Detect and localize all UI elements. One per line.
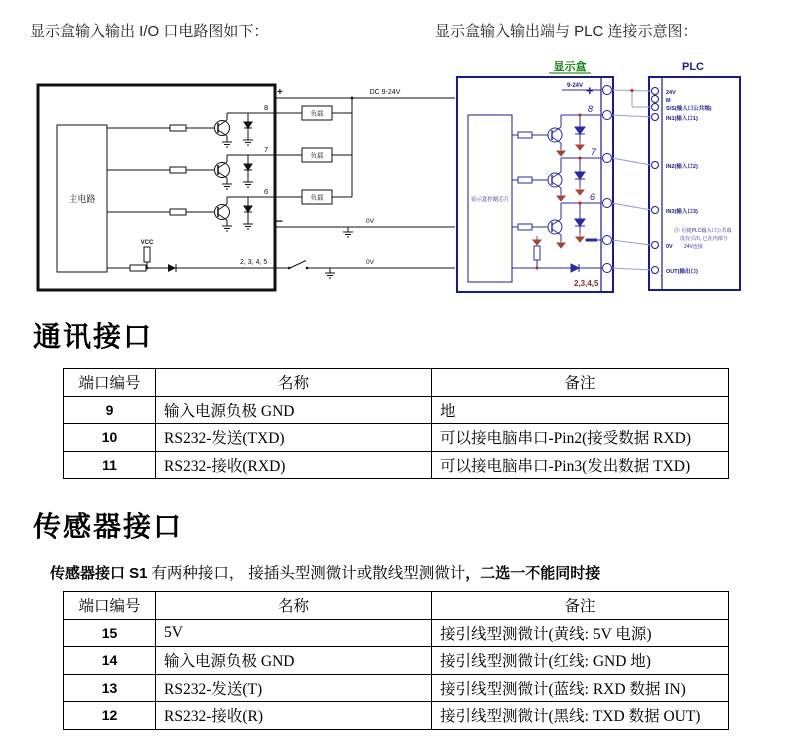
sensor-port-14: 14 <box>64 647 156 675</box>
plc-terminals <box>652 88 659 274</box>
sensor-port-15: 15 <box>64 619 156 647</box>
sensor-name-14: 输入电源负极 GND <box>156 647 432 675</box>
pins-2345-label: 2,3,4,5 <box>574 279 599 288</box>
communication-table <box>63 368 729 479</box>
pin6-label: 6 <box>590 192 596 202</box>
plc-pin-in1: IN1(输入口1) <box>666 116 698 122</box>
plus-terminal-label: + <box>277 87 283 98</box>
plus-label: + <box>586 83 594 98</box>
pins-2345-label: 2, 3, 4, 5 <box>240 259 268 266</box>
sensor-name-13: RS232-发送(T) <box>156 674 432 702</box>
sensor-intro-bold1: 传感器接口 S1 <box>50 565 148 582</box>
comm-note-10: 可以接电脑串口-Pin2(接受数据 RXD) <box>432 424 729 452</box>
voltage-label: 9-24V <box>567 83 584 89</box>
load3-label: 负载 <box>310 194 324 202</box>
table-row <box>64 647 729 675</box>
load2-label: 负载 <box>310 152 324 160</box>
sensor-note-15: 接引线型测微计(黄线: 5V 电源) <box>432 619 729 647</box>
sensor-header-port: 端口编号 <box>64 592 156 620</box>
table-row <box>64 451 729 479</box>
dc-voltage-label: DC 9-24V <box>369 89 401 96</box>
comm-note-9: 地 <box>432 396 729 424</box>
table-row <box>64 702 729 730</box>
left-diagram-labels <box>68 87 400 266</box>
section-title-communication: 通讯接口 <box>33 322 154 353</box>
display-box-stages <box>512 90 601 272</box>
main-circuit-label: 主电路 <box>68 194 96 204</box>
table-row <box>64 674 729 702</box>
comm-port-11: 11 <box>64 451 156 479</box>
plc-connection-diagram <box>450 58 760 298</box>
sensor-header-name: 名称 <box>156 592 432 620</box>
sensor-note-14: 接引线型测微计(红线: GND 地) <box>432 647 729 675</box>
sensor-port-12: 12 <box>64 702 156 730</box>
sensor-intro-normal: 有两种接口， 接插头型测微计或散线型测微计 <box>147 565 466 582</box>
pin8-label: 8 <box>264 103 269 112</box>
plc-note-line1: 注: 信捷PLC输入口公共端 <box>674 228 732 234</box>
comm-name-11: RS232-接收(RXD) <box>156 451 432 479</box>
ov-bottom-label: 0V <box>366 259 374 266</box>
plc-title: PLC <box>682 61 704 73</box>
sensor-port-13: 13 <box>64 674 156 702</box>
caption-plc-connection: 显示盒输入输出端与 PLC 连接示意图： <box>435 23 698 40</box>
ground-arrows <box>533 141 584 248</box>
table-row <box>64 619 729 647</box>
plc-note-line2: 没有引出, 已在内部与 <box>680 236 728 242</box>
plc-pin-in3: IN3(输入口3) <box>666 209 698 215</box>
comm-port-10: 10 <box>64 424 156 452</box>
transistor-stages <box>107 106 352 226</box>
comm-header-name: 名称 <box>156 369 432 397</box>
table-row <box>64 396 729 424</box>
comm-header-port: 端口编号 <box>64 369 156 397</box>
table-row <box>64 424 729 452</box>
plc-pin-0v: 0V <box>666 244 673 250</box>
connection-wires <box>612 90 651 270</box>
plc-pin-ss: S/S(输入口公共端) <box>666 106 712 112</box>
io-circuit-diagram <box>30 80 460 302</box>
display-box-terminals <box>603 86 612 273</box>
ov-mid-label: 0V <box>366 218 374 225</box>
pin7-label: 7 <box>591 147 597 157</box>
sensor-note-12: 接引线型测微计(黑线: TXD 数据 OUT) <box>432 702 729 730</box>
sensor-name-12: RS232-接收(R) <box>156 702 432 730</box>
sensor-name-15: 5V <box>156 619 432 647</box>
sensor-note-13: 接引线型测微计(蓝线: RXD 数据 IN) <box>432 674 729 702</box>
chip-label: 显示盒控制芯片 <box>470 197 510 203</box>
pin6-label: 6 <box>264 187 269 196</box>
vcc-label: VCC <box>140 240 154 246</box>
comm-note-11: 可以接电脑串口-Pin3(发出数据 TXD) <box>432 451 729 479</box>
sensor-header-row <box>64 592 729 620</box>
display-box-title: 显示盒 <box>553 61 587 73</box>
caption-io-circuit: 显示盒输入输出 I/O 口电路图如下： <box>30 23 269 40</box>
plc-pin-out: OUT(输出口) <box>666 269 698 275</box>
comm-name-10: RS232-发送(TXD) <box>156 424 432 452</box>
sensor-intro-paragraph <box>50 561 760 583</box>
comm-header-note: 备注 <box>432 369 729 397</box>
plc-pin-in2: IN2(输入口2) <box>666 164 698 170</box>
comm-port-9: 9 <box>64 396 156 424</box>
pin7-label: 7 <box>264 145 269 154</box>
plc-pin-m: M <box>666 98 671 104</box>
plc-note-line3: 24V连接 <box>684 244 703 250</box>
section-title-sensor: 传感器接口 <box>33 512 184 543</box>
sensor-header-note: 备注 <box>432 592 729 620</box>
sensor-intro-bold2: ，二选一不能同时接 <box>465 565 601 582</box>
sensor-table <box>63 591 729 730</box>
ground-symbols <box>222 140 353 278</box>
pin8-label: 8 <box>588 104 594 114</box>
plc-pin-24v: 24V <box>666 90 676 96</box>
comm-name-9: 输入电源负极 GND <box>156 396 432 424</box>
minus-terminal-label: − <box>276 214 284 228</box>
load1-label: 负载 <box>310 110 324 118</box>
comm-header-row <box>64 369 729 397</box>
